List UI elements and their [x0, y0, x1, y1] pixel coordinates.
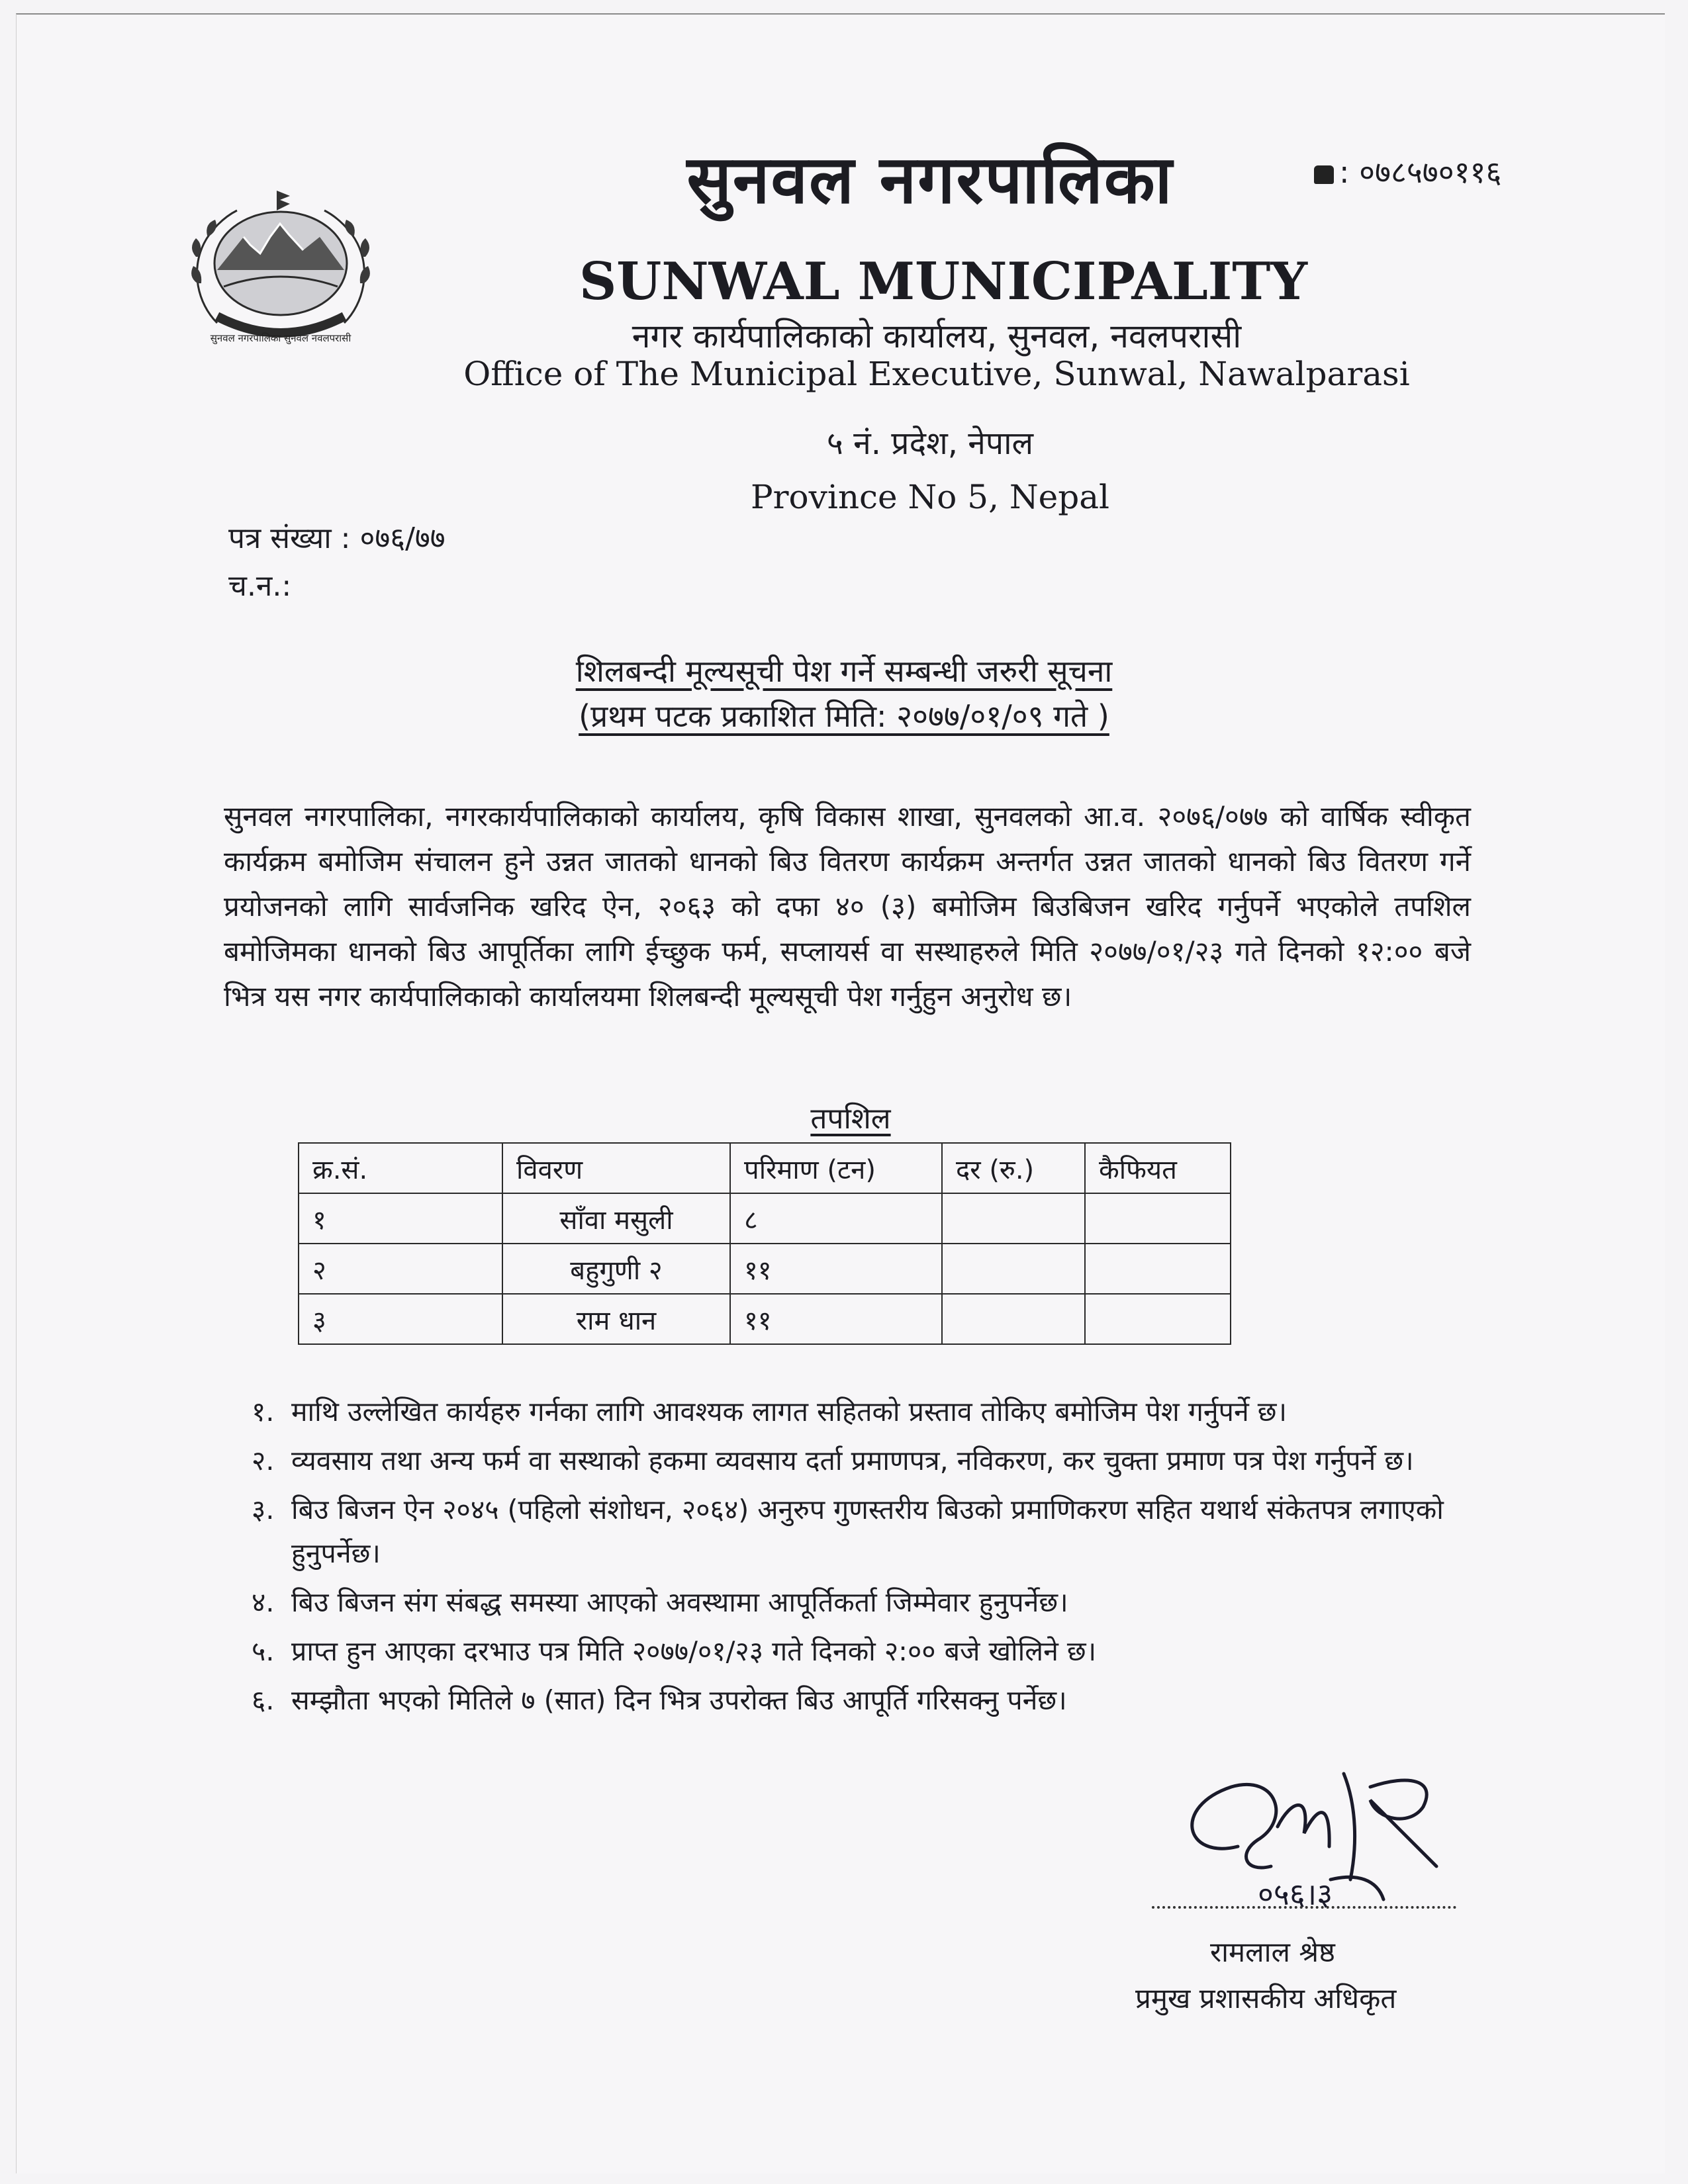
municipality-title-en: SUNWAL MUNICIPALITY	[579, 251, 1308, 312]
cell-remarks	[1085, 1244, 1231, 1294]
notice-body: सुनवल नगरपालिका, नगरकार्यपालिकाको कार्यालय, कृषि विकास शाखा, सुनवलको आ.व. २०७६/०७७ को वार्षिक स्वीकृत कार्यक्रम बमोजिम संचालन हुने उन्नत जातको धानको बिउ वितरण कार्यक्रम अन्तर्गत उन्नत जातको धानको बिउ वितरण गर्ने प्रयोजनको लागि सार्वजनिक खरिद ऐन, २०६३ को दफा ४० (३) बमोजिम बिउबिजन खरिद गर्नुपर्ने भएकोले तपशिल बमोजिमका धानको बिउ आपूर्तिका लागि ईच्छुक फर्म, सप्लायर्स वा सस्थाहरुले मिति २०७७/०१/२३ गते दिनको १२:०० बजे भित्र यस नगर कार्यपालिकाको कार्यालयमा शिलबन्दी मूल्यसूची पेश गर्नुहुन अनुरोध छ।	[224, 800, 1471, 1013]
cell-description: बहुगुणी २	[502, 1244, 730, 1294]
table-row	[299, 1294, 1231, 1344]
item-number: ४.	[252, 1586, 275, 1618]
cell-remarks	[1085, 1294, 1231, 1344]
province-en: Province No 5, Nepal	[750, 478, 1110, 516]
office-name-np: नगर कार्यपालिकाको कार्यालय, सुनवल, नवलपरासी	[632, 317, 1242, 355]
signatory-name: रामलाल श्रेष्ठ	[1210, 1936, 1335, 1968]
table-row	[299, 1193, 1231, 1244]
item-number: २.	[252, 1445, 275, 1477]
item-text: बिउ बिजन ऐन २०४५ (पहिलो संशोधन, २०६४) अनुरुप गुणस्तरीय बिउको प्रमाणिकरण सहित यथार्थ संकेतपत्र लगाएको हुनुपर्नेछ।	[291, 1494, 1444, 1569]
list-item	[252, 1580, 1470, 1624]
list-item	[252, 1629, 1470, 1673]
phone-number	[1314, 151, 1501, 192]
cell-description: राम धान	[502, 1294, 730, 1344]
header-remarks: कैफियत	[1085, 1143, 1231, 1193]
handwritten-signature	[1158, 1747, 1476, 1926]
list-item	[252, 1678, 1470, 1722]
conditions-list	[252, 1390, 1470, 1727]
signature-date: ०५६।३	[1258, 1876, 1333, 1912]
signatory-designation: प्रमुख प्रशासकीय अधिकृत	[1135, 1982, 1397, 2015]
list-item	[252, 1439, 1470, 1482]
cell-quantity: ११	[730, 1244, 942, 1294]
reference-block	[228, 515, 445, 610]
phone-text: : ०७८५७०११६	[1339, 154, 1502, 190]
office-name-en: Office of The Municipal Executive, Sunwal, Nawalparasi	[463, 355, 1410, 393]
municipality-title-np: सुनवल नगरपालिका	[686, 141, 1174, 218]
item-text: सम्झौता भएको मितिले ७ (सात) दिन भित्र उपरोक्त बिउ आपूर्ति गरिसक्नु पर्नेछ।	[291, 1684, 1067, 1716]
header-serial: क्र.सं.	[299, 1143, 502, 1193]
item-text: व्यवसाय तथा अन्य फर्म वा सस्थाको हकमा व्यवसाय दर्ता प्रमाणपत्र, नविकरण, कर चुक्ता प्रमाण पत्र पेश गर्नुपर्ने छ।	[291, 1445, 1414, 1477]
cell-rate	[942, 1193, 1085, 1244]
cell-serial: २	[299, 1244, 502, 1294]
cell-remarks	[1085, 1193, 1231, 1244]
item-number: ६.	[252, 1684, 275, 1716]
cell-rate	[942, 1244, 1085, 1294]
item-text: बिउ बिजन संग संबद्ध समस्या आएको अवस्थामा आपूर्तिकर्ता जिम्मेवार हुनुपर्नेछ।	[291, 1586, 1068, 1618]
subject-line: शिलबन्दी मूल्यसूची पेश गर्ने सम्बन्धी जरुरी सूचना	[575, 653, 1113, 689]
item-number: ५.	[252, 1635, 275, 1667]
table-row	[299, 1244, 1231, 1294]
province-np: ५ नं. प्रदेश, नेपाल	[826, 425, 1034, 462]
table-header-row	[299, 1143, 1231, 1193]
emblem-text: सुनवल नगरपालिका सुनवल नवलपरासी	[210, 332, 352, 344]
cell-quantity: ८	[730, 1193, 942, 1244]
list-item	[252, 1390, 1470, 1433]
schedule-title: तपशिल	[810, 1102, 891, 1136]
item-number: ३.	[252, 1494, 275, 1525]
item-text: माथि उल्लेखित कार्यहरु गर्नका लागि आवश्यक लागत सहितको प्रस्ताव तोकिए बमोजिम पेश गर्नुपर्ने छ।	[291, 1396, 1288, 1428]
letter-number: पत्र संख्या : ०७६/७७	[228, 522, 445, 555]
telephone-icon	[1314, 165, 1334, 184]
cell-serial: १	[299, 1193, 502, 1244]
header-description: विवरण	[502, 1143, 730, 1193]
list-item	[252, 1488, 1470, 1575]
header-rate: दर (रु.)	[942, 1143, 1085, 1193]
signature-line	[1152, 1906, 1456, 1909]
item-text: प्राप्त हुन आएका दरभाउ पत्र मिति २०७७/०१/२३ गते दिनको २:०० बजे खोलिने छ।	[291, 1635, 1097, 1667]
item-number: १.	[252, 1396, 275, 1428]
cell-description: साँवा मसुली	[502, 1193, 730, 1244]
cell-serial: ३	[299, 1294, 502, 1344]
cell-quantity: ११	[730, 1294, 942, 1344]
publish-date-line: (प्रथम पटक प्रकाशित मिति: २०७७/०१/०९ गते )	[579, 698, 1109, 734]
header-quantity: परिमाण (टन)	[730, 1143, 942, 1193]
schedule-table	[298, 1142, 1231, 1345]
notice-subject	[0, 649, 1688, 739]
dispatch-number: च.न.:	[228, 569, 292, 603]
cell-rate	[942, 1294, 1085, 1344]
